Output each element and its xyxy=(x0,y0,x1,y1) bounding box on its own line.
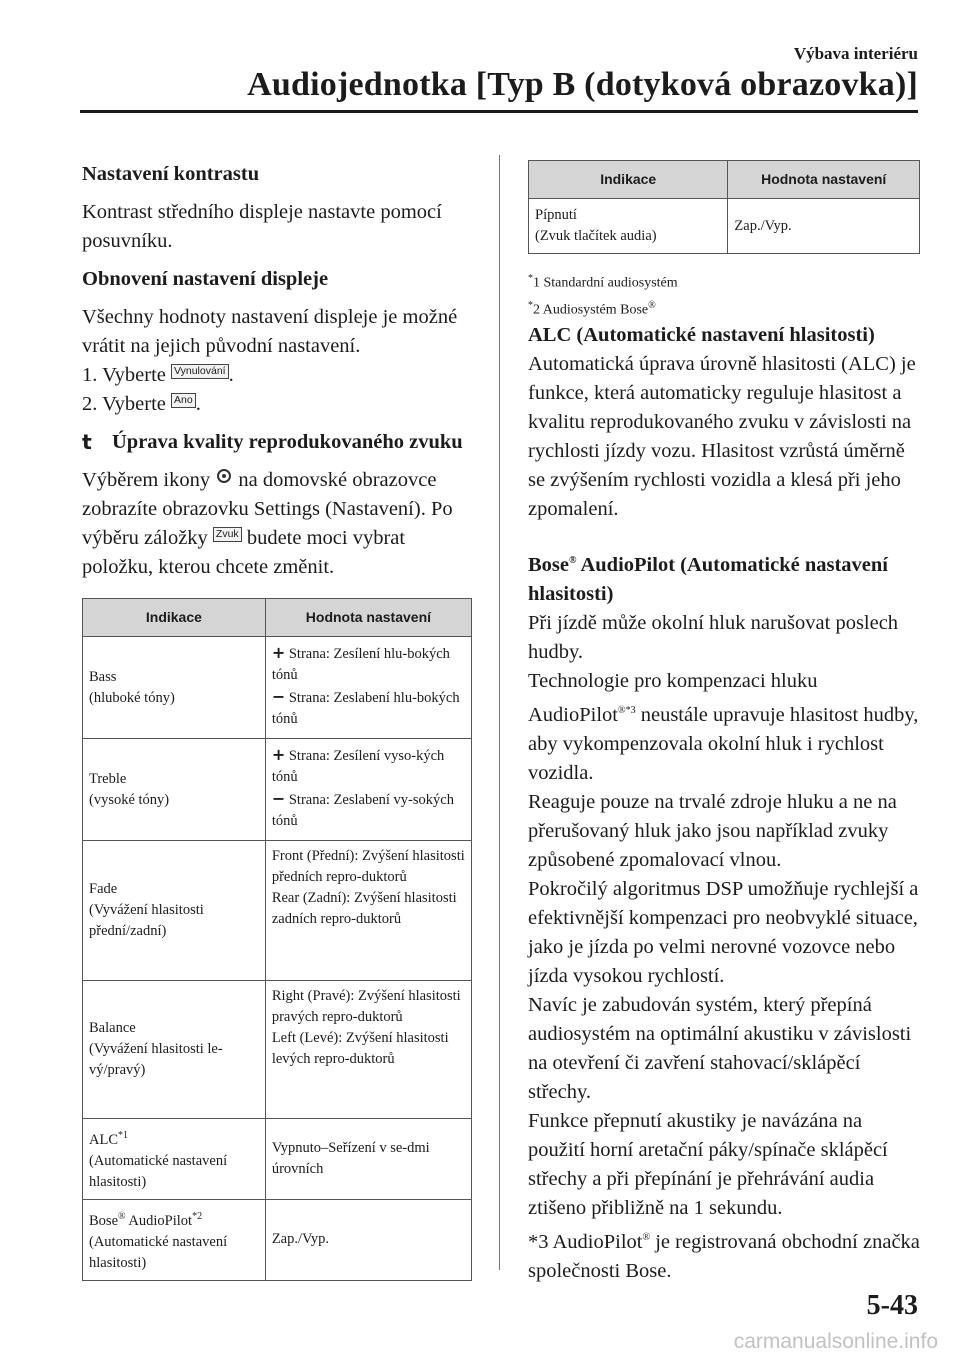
table-row xyxy=(83,841,472,981)
fade-label: Fade (Vyvážení hlasitosti přední/zadní) xyxy=(83,841,266,981)
right-column xyxy=(528,160,920,1286)
reset-button[interactable]: Vynulování xyxy=(171,364,229,379)
plus-icon: + xyxy=(271,745,286,764)
watermark: carmanualsonline.info xyxy=(733,1330,938,1353)
bose-paragraph-7: *3 AudioPilot® je registrovaná obchodní značka společnosti Bose. xyxy=(528,1230,920,1282)
settings-gear-icon xyxy=(217,469,231,483)
bose-paragraph-6: Funkce přepnutí akustiky je navázána na použití horní aretační páky/spínače sklápěcí střechy a při přepínání je přehrávání audia ztišeno přibližně na 1 sekundu. xyxy=(528,1109,888,1219)
table-header-value: Hodnota nastavení xyxy=(728,161,920,199)
bose-heading: Bose® AudioPilot (Automatické nastavení hlasitosti) xyxy=(528,554,888,606)
reset-text: Všechny hodnoty nastavení displeje je možné vrátit na jejich původní nastavení. xyxy=(82,306,458,357)
treble-label: Treble (vysoké tóny) xyxy=(83,739,266,841)
table-header-indication: Indikace xyxy=(529,161,728,199)
balance-label: Balance (Vyvážení hlasitosti le-vý/pravý) xyxy=(83,981,266,1119)
balance-value: Right (Pravé): Zvýšení hlasitosti pravých repro-duktorů Left (Levé): Zvýšení hlasitosti levých repro-duktorů xyxy=(265,981,471,1119)
alc-heading: ALC (Automatické nastavení hlasitosti) xyxy=(528,324,875,347)
page-number: 5-43 xyxy=(866,1290,918,1321)
beep-table xyxy=(528,160,920,254)
contrast-text: Kontrast středního displeje nastavte pomocí posuvníku. xyxy=(82,201,442,252)
bose-paragraph-2: Technologie pro kompenzaci hluku AudioPilot$^{®*3}$ neustále upravuje hlasitost hudby, aby vykompenzovala okolní hluk i rychlost vozidla. xyxy=(528,670,919,784)
bose-value: Zap./Vyp. xyxy=(265,1199,471,1280)
beep-label: Pípnutí (Zvuk tlačítek audia) xyxy=(529,199,728,254)
bose-paragraph-5: Navíc je zabudován systém, který přepíná audiosystém na optimální akustiku v závislosti na otevření či zavření stahovací/sklápěcí střechy. xyxy=(528,993,912,1103)
alc-value: Vypnuto–Seřízení v se-dmi úrovních xyxy=(265,1119,471,1200)
bose-paragraph-1: Při jízdě může okolní hluk narušovat poslech hudby. xyxy=(528,612,899,664)
sound-settings-table xyxy=(82,598,472,1281)
table-row xyxy=(83,981,472,1119)
header-rule xyxy=(80,110,918,113)
step-1: 1. Vyberte Vynulování . xyxy=(82,364,234,386)
minus-icon: − xyxy=(271,789,286,808)
plus-icon: + xyxy=(271,643,286,662)
minus-icon: − xyxy=(271,687,286,706)
contrast-heading: Nastavení kontrastu xyxy=(82,163,260,185)
footnote-2: *2 Audiosystém Bose® xyxy=(528,299,656,318)
page-title: Audiojednotka [Typ B (dotyková obrazovka)] xyxy=(247,66,918,103)
bose-paragraph-4: Pokročilý algoritmus DSP umožňuje rychlejší a efektivnější kompenzaci pro neobvyklé situace, jako je jízda po velmi nerovné vozovce nebo jízda vysokou rychlostí. xyxy=(528,877,919,987)
fade-value: Front (Přední): Zvýšení hlasitosti předních repro-duktorů Rear (Zadní): Zvýšení hlasitosti zadních repro-duktorů xyxy=(265,841,471,981)
reset-heading: Obnovení nastavení displeje xyxy=(82,268,329,290)
table-row xyxy=(529,199,920,254)
step-2: 2. Vyberte Ano . xyxy=(82,393,201,415)
bose-paragraph-3: Reaguje pouze na trvalé zdroje hluku a ne na přerušovaný hluk jako jsou například zvuky způsobené zpomalovací vlnou. xyxy=(528,790,897,871)
alc-label: ALC$^{*1}$ (Automatické nastavení hlasitosti) xyxy=(83,1119,266,1200)
treble-value: + Strana: Zesílení vyso-kých tónů − Strana: Zeslabení vy-sokých tónů xyxy=(265,739,471,841)
table-row xyxy=(83,739,472,841)
table-row xyxy=(83,1119,472,1200)
bose-label: Bose® AudioPilot$^{*2}$ (Automatické nastavení hlasitosti) xyxy=(83,1199,266,1280)
beep-value: Zap./Vyp. xyxy=(728,199,920,254)
table-row xyxy=(83,1199,472,1280)
intro-text: Výběrem ikony na domovské obrazovce zobrazíte obrazovku Settings (Nastavení). Po výběru záložky Zvuk budete moci vybrat položku, kterou chcete změnit. xyxy=(82,469,453,578)
alc-text: Automatická úprava úrovně hlasitosti (ALC) je funkce, která automaticky reguluje hlasitost a kvalitu reprodukovaného zvuku v závislosti na rychlosti jízdy vozu. Hlasitost vzrůstá úměrně se zvýšením rychlosti vozidla a klesá při jeho zpomalení. xyxy=(528,353,916,521)
sound-tab-button[interactable]: Zvuk xyxy=(213,527,242,542)
bass-label: Bass (hluboké tóny) xyxy=(83,637,266,739)
table-header-indication: Indikace xyxy=(83,599,266,637)
yes-button[interactable]: Ano xyxy=(171,393,196,408)
table-header-value: Hodnota nastavení xyxy=(265,599,471,637)
section-marker-icon: t xyxy=(82,430,92,454)
left-column xyxy=(82,160,472,1281)
footnote-1: *1 Standardní audiosystém xyxy=(528,273,678,291)
header-section: Výbava interiéru xyxy=(793,44,918,63)
section-title: t Úprava kvality reprodukovaného zvuku xyxy=(82,428,472,457)
column-divider xyxy=(499,155,500,1270)
bass-value: + Strana: Zesílení hlu-bokých tónů − Strana: Zeslabení hlu-bokých tónů xyxy=(265,637,471,739)
table-row xyxy=(83,637,472,739)
